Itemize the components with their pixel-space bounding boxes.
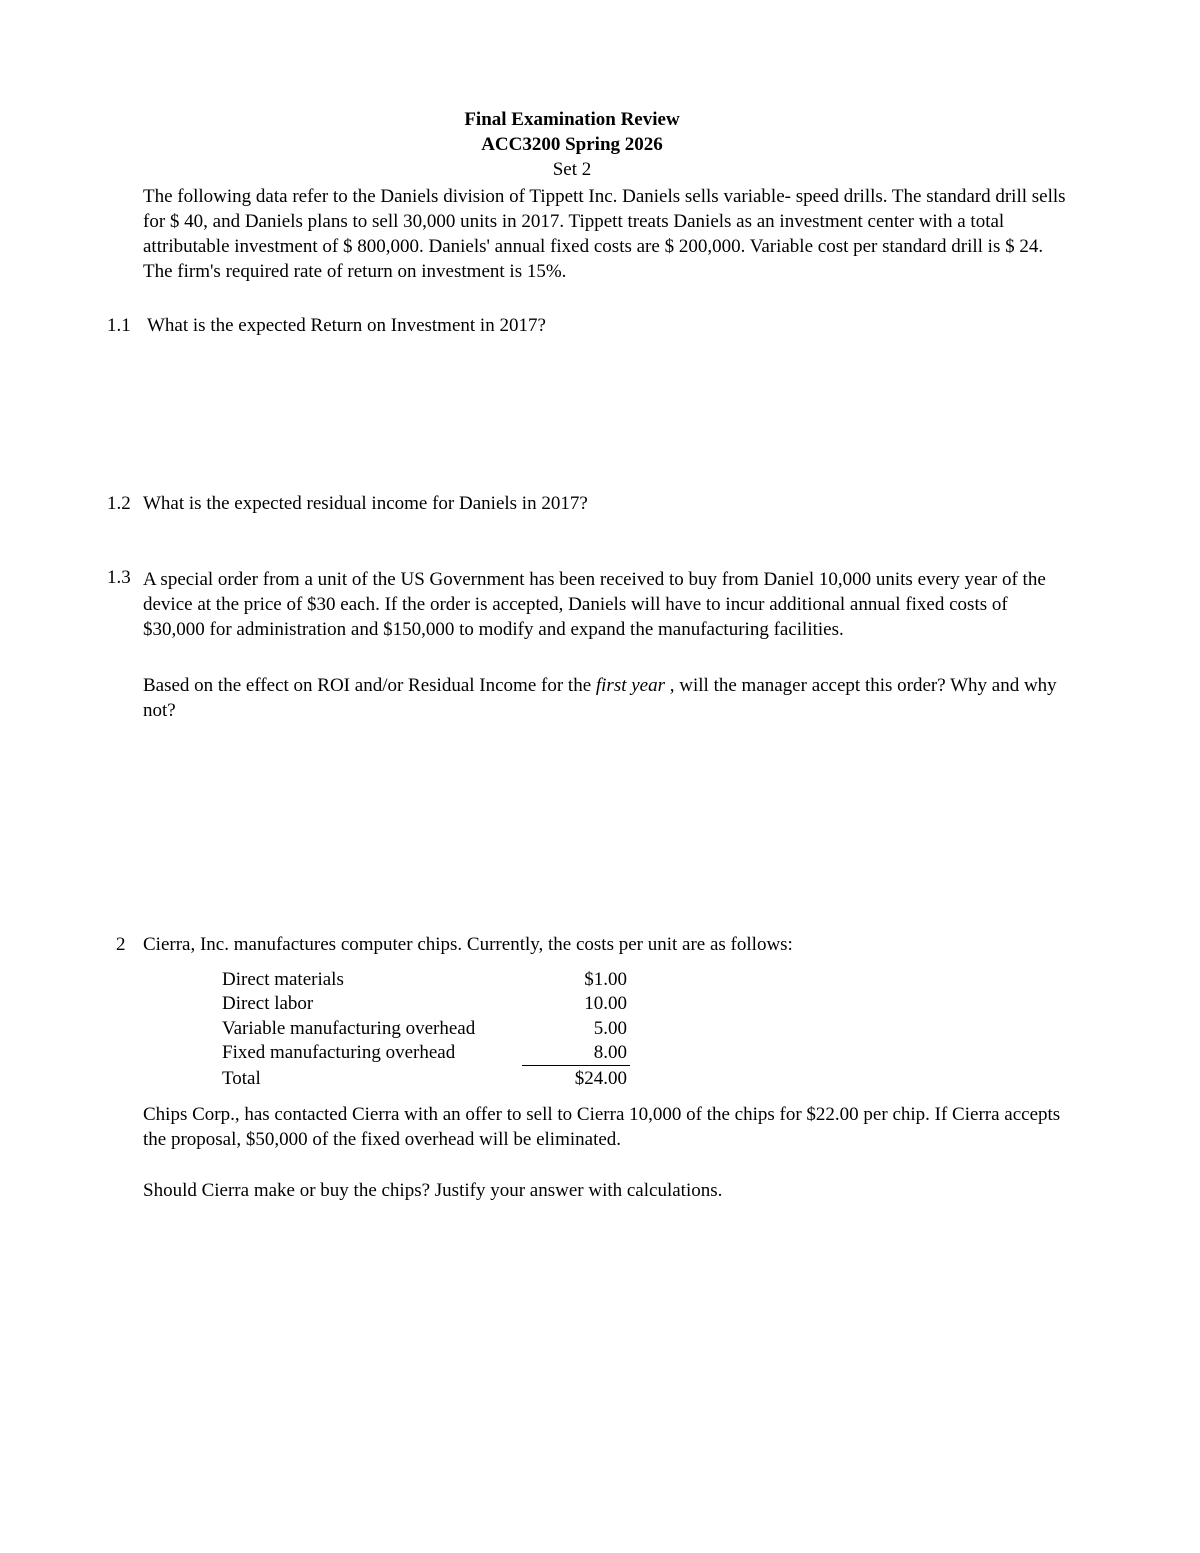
set-label: Set 2 <box>552 159 592 180</box>
cost-label-direct-labor: Direct labor <box>222 993 314 1014</box>
question-2-prompt: Should Cierra make or buy the chips? Justify your answer with calculations. <box>143 1180 723 1201</box>
cost-value-variable-overhead: 5.00 <box>593 1018 627 1039</box>
question-1-3-number: 1.3 <box>107 567 131 588</box>
cost-label-direct-materials: Direct materials <box>222 969 344 990</box>
course-title: ACC3200 Spring 2026 <box>481 134 663 155</box>
cost-value-fixed-overhead: 8.00 <box>593 1042 627 1063</box>
question-2-offer: Chips Corp., has contacted Cierra with an offer to sell to Cierra 10,000 of the chips for $22.00 per chip. If Cierra accepts the proposal, $50,000 of the fixed overhead will be eliminated. <box>143 1104 1061 1150</box>
question-1-3-followup: Based on the effect on ROI and/or Residual Income for the first year , will the manager accept this order? Why and why not? <box>143 675 1057 721</box>
question-1-3-text: A special order from a unit of the US Government has been received to buy from Daniel 10,000 units every year of the device at the price of $30 each. If the order is accepted, Daniels will have to incur additional annual fixed costs of $30,000 for administration and $150,000 to modify and expand the manufacturing facilities. <box>143 569 1046 640</box>
question-2-number: 2 <box>116 934 126 955</box>
question-1-2-number: 1.2 <box>107 493 131 514</box>
cost-label-total: Total <box>222 1068 261 1089</box>
question-1-2-text: What is the expected residual income for Daniels in 2017? <box>143 493 588 514</box>
cost-value-direct-materials: $1.00 <box>584 969 627 990</box>
emphasis-first-year: first year <box>595 675 666 696</box>
cost-label-fixed-overhead: Fixed manufacturing overhead <box>222 1042 456 1063</box>
cost-value-direct-labor: 10.00 <box>584 993 627 1014</box>
cost-value-total: $24.00 <box>574 1068 627 1089</box>
document-title: Final Examination Review <box>464 109 680 130</box>
question-1-1-text: What is the expected Return on Investment in 2017? <box>147 315 546 336</box>
cost-label-variable-overhead: Variable manufacturing overhead <box>222 1018 476 1039</box>
question-2-text: Cierra, Inc. manufactures computer chips. Currently, the costs per unit are as follows: <box>143 934 793 955</box>
intro-paragraph: The following data refer to the Daniels division of Tippett Inc. Daniels sells variable- speed drills. The standard drill sells for $ 40, and Daniels plans to sell 30,000 units in 2017. Tippett treats Daniels as an investment center with a total attributable investment of $ 800,000. Daniels' annual fixed costs are $ 200,000. Variable cost per standard drill is $ 24. The firm's required rate of return on investment is 15%. <box>143 186 1066 282</box>
question-1-1-number: 1.1 <box>107 315 131 336</box>
